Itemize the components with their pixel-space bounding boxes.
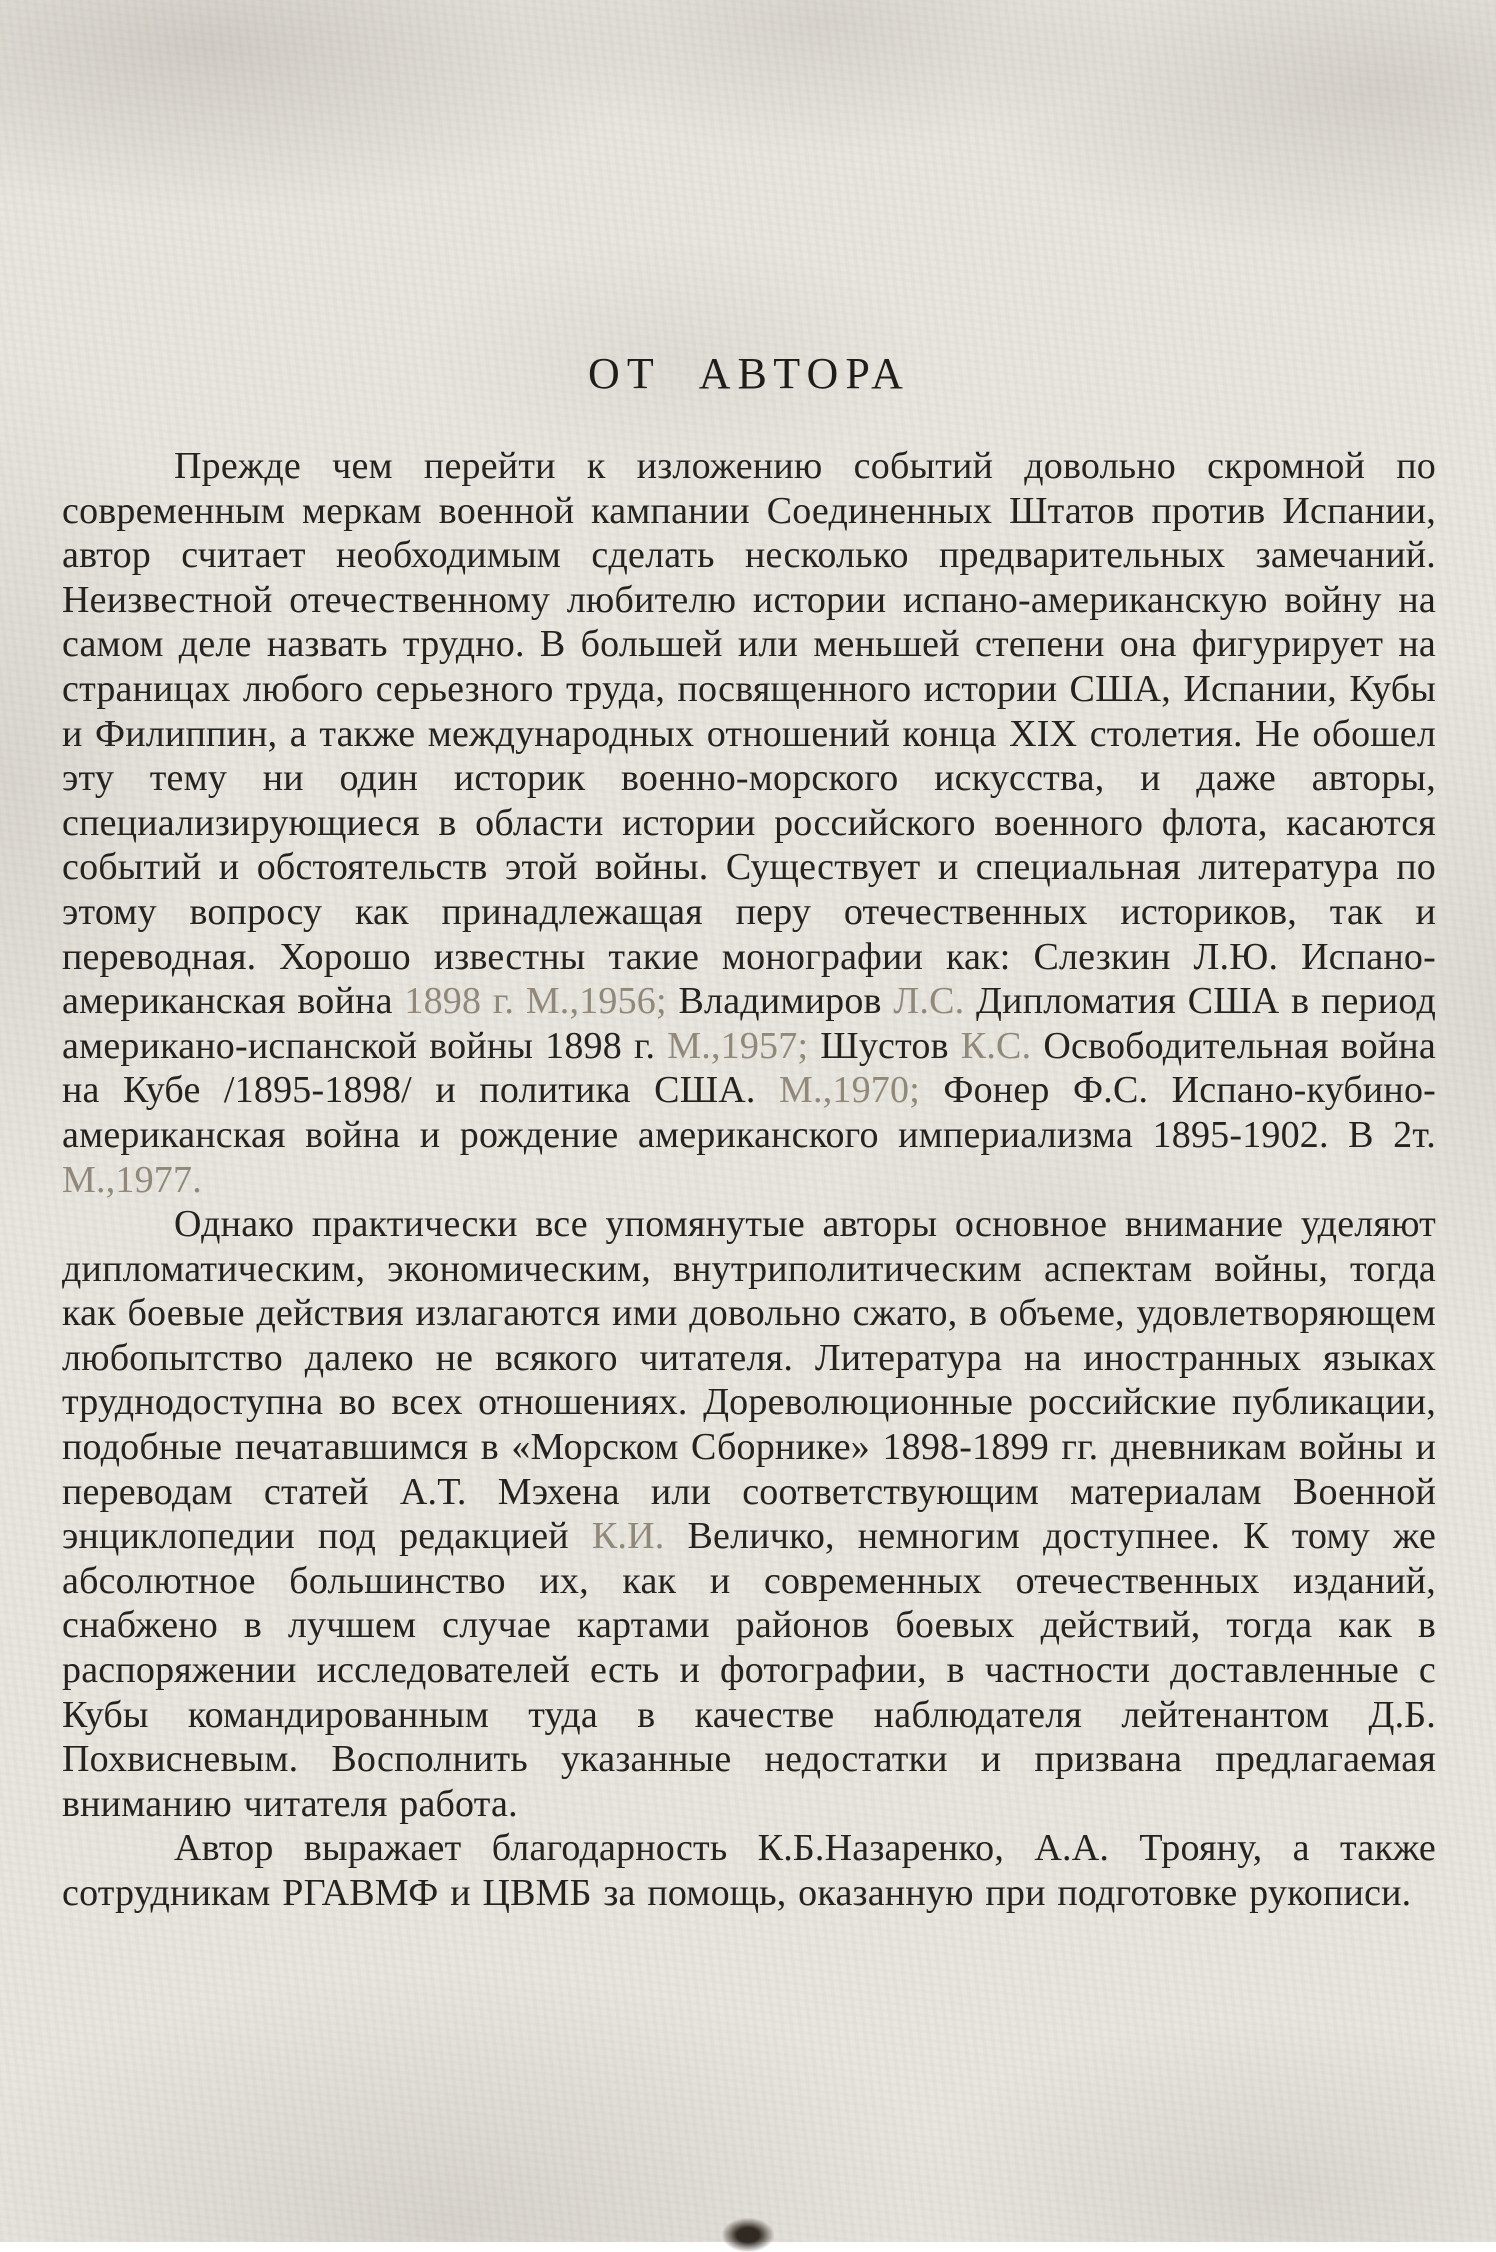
faded-text-segment: М.,1977. [62, 1158, 202, 1201]
text-segment: Величко, немногим доступнее. К тому же абсолютное большинство их, как и современных отечественных изданий, снабжено в лучшем случае картами районов боевых действий, тогда как в распоряжении исследователей есть и фотографии, в частности доставленные с Кубы командированным туда в качестве наблюдателя лейтенантом Д.Б. Похвисневым. Восполнить указанные недостатки и призвана предлагаемая вниманию читателя работа. [62, 1515, 1437, 1825]
text-segment: Владимиров [666, 980, 894, 1023]
faded-text-segment: М.,1970; [779, 1069, 920, 1112]
text-segment: Фонер Ф.С. Испано-кубино-американская война и рождение американского империализма 1895-1902. В 2т. [62, 1069, 1436, 1156]
page-number-cutoff-smudge [722, 2218, 774, 2252]
text-segment: Прежде чем перейти к изложению событий довольно скромной по современным меркам военной кампании Соединенных Штатов против Испании, автор считает необходимым сделать несколько предварительных замечаний. Неизвестной отечественному любителю истории испано-американскую войну на самом деле назвать трудно. В большей или меньшей степени она фигурирует на страницах любого серьезного труда, посвященного истории США, Испании, Кубы и Филиппин, а также международных отношений конца XIX столетия. Не обошел эту тему ни один историк военно-морского искусства, и даже авторы, специализирующиеся в области истории российского военного флота, касаются событий и обстоятельств этой войны. Существует и специальная литература по этому вопросу как принадлежащая перу отечественных историков, так и переводная. Хорошо известны такие монографии как: Слезкин Л.Ю. Испано-американская война [62, 445, 1436, 1023]
paragraph [62, 444, 1436, 1202]
text-segment: Шустов [808, 1024, 961, 1067]
page-title: ОТ АВТОРА [588, 349, 910, 398]
text-segment: Дипломатия США в период американо-испанской войны 1898 г. [62, 980, 1436, 1067]
faded-text-segment: К.И. [591, 1515, 665, 1558]
faded-text-segment: К.С. [960, 1024, 1032, 1067]
faded-text-segment: М.,1957; [667, 1024, 809, 1067]
text-column [62, 0, 1436, 1916]
faded-text-segment: 1898 г. М.,1956; [404, 980, 667, 1023]
paragraph [62, 1826, 1436, 1915]
text-segment: Освободительная война на Кубе /1895-1898/ и политика США. [62, 1024, 1436, 1112]
paragraph [62, 1202, 1436, 1826]
faded-text-segment: Л.С. [893, 980, 965, 1023]
text-segment: Автор выражает благодарность К.Б.Назаренко, А.А. Трояну, а также сотрудникам РГАВМФ и ЦВМБ за помощь, оказанную при подготовке рукописи. [62, 1827, 1436, 1914]
text-segment: Однако практически все упомянутые авторы основное внимание уделяют дипломатическим, экономическим, внутриполитическим аспектам войны, тогда как боевые действия излагаются ими довольно сжато, в объеме, удовлетворяющем любопытство далеко не всякого читателя. Литература на иностранных языках труднодоступна во всех отношениях. Дореволюционные российские публикации, подобные печатавшимся в «Морском Сборнике» 1898-1899 гг. дневникам войны и переводам статей А.Т. Мэхена или соответствующим материалам Военной энциклопедии под редакцией [62, 1203, 1436, 1558]
